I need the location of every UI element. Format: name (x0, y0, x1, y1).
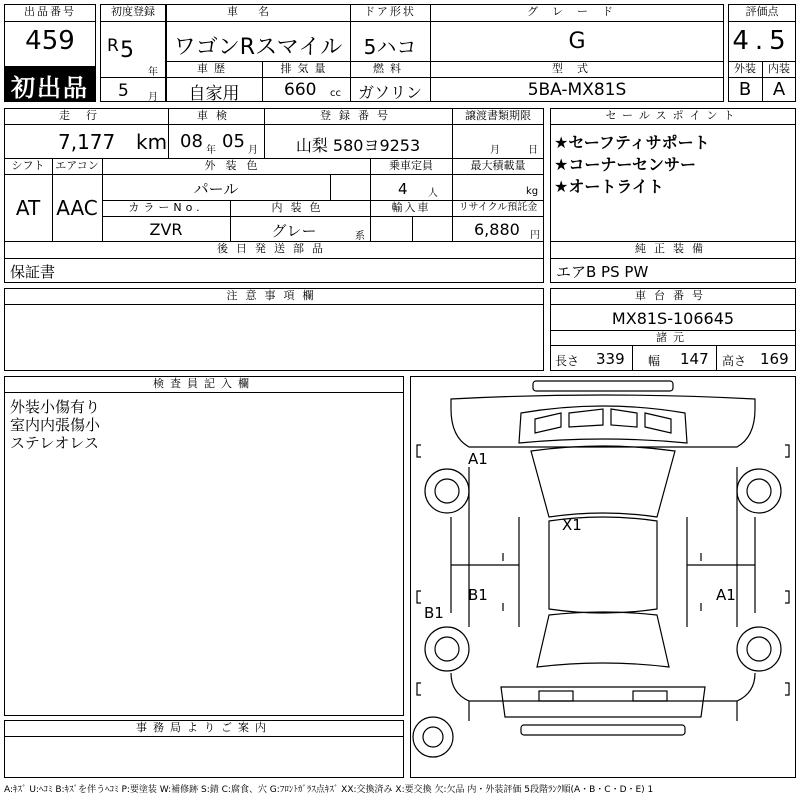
fuel-label: 燃料 (373, 62, 407, 75)
door-label: ドア形状 (364, 5, 416, 18)
damage-mark-x1: X1 (562, 516, 582, 534)
divider (550, 258, 796, 259)
divider (100, 21, 166, 22)
model-label: 型式 (552, 62, 602, 75)
fuel: ガソリン (357, 83, 422, 102)
divider (4, 304, 544, 305)
insp-month-unit: 月 (248, 145, 258, 156)
divider (166, 61, 724, 62)
displacement-label: 排気量 (280, 62, 332, 75)
car-name-label: 車名 (227, 5, 289, 18)
inspector-line-3: ステレオレス (10, 434, 99, 452)
selling-point-3: ★オートライト (554, 177, 664, 196)
chassis-label: 車台番号 (635, 289, 711, 302)
score-label: 評価点 (745, 5, 779, 18)
capacity: 4 (398, 180, 408, 198)
height: 169 (760, 350, 789, 368)
divider (728, 21, 796, 22)
damage-mark-a1-right: A1 (716, 586, 736, 604)
transfer-month-unit: 月 (490, 145, 500, 156)
selling-point-2: ★コーナーセンサー (554, 155, 697, 174)
diagram-box (410, 376, 796, 778)
ac-label: エアコン (55, 159, 99, 172)
year-num: 5 (120, 38, 134, 63)
genuine-label: 純正装備 (635, 242, 711, 255)
reg-number: 山梨 580ヨ9253 (295, 136, 421, 155)
ext-grade: B (738, 79, 752, 100)
month-unit: 月 (148, 92, 158, 103)
color-no-label: カラーNo. (128, 201, 204, 214)
divider (550, 124, 796, 125)
damage-mark-a1-front: A1 (468, 450, 488, 468)
era: R (107, 36, 119, 56)
ext-color: パール (193, 180, 239, 198)
transfer-day-unit: 日 (528, 145, 538, 156)
later-parts-label: 後日発送部品 (217, 242, 331, 255)
ext-label: 外装 (734, 62, 756, 75)
car-diagram (411, 377, 795, 777)
office-label: 事務局よりご案内 (136, 721, 272, 734)
divider (330, 174, 331, 200)
capacity-label: 乗車定員 (389, 159, 433, 172)
selling-points-label: セールスポイント (605, 109, 741, 122)
shift: AT (15, 196, 41, 220)
history: 自家用 (188, 84, 240, 104)
divider (4, 21, 96, 22)
history-label: 車歴 (197, 62, 231, 75)
first-reg-label: 初度登録 (111, 5, 155, 18)
divider (4, 174, 544, 175)
max-load-unit: kg (526, 186, 539, 197)
width-label: 幅 (648, 354, 661, 368)
recycle-unit: 円 (530, 230, 540, 241)
divider (4, 124, 544, 125)
divider (4, 392, 404, 393)
ac: AAC (56, 196, 98, 220)
insp-year: 08 (180, 131, 203, 152)
divider (550, 304, 796, 305)
inspector-line-2: 室内内張傷小 (10, 416, 101, 434)
genuine-equipment: エアB PS PW (556, 263, 649, 281)
inspection-label: 車検 (197, 109, 235, 122)
insp-month: 05 (222, 131, 245, 152)
score: 4.5 (732, 26, 792, 56)
ext-color-label: 外装色 (204, 159, 268, 172)
mileage-label: 走行 (59, 109, 113, 122)
int-color-label: 内装色 (271, 201, 329, 214)
notes-label: 注意事項欄 (226, 289, 322, 302)
int-label: 内装 (768, 62, 790, 75)
year-unit: 年 (148, 67, 158, 78)
int-color-unit: 系 (355, 231, 365, 242)
mileage: 7,177 (58, 130, 116, 154)
legend: A:ｷｽﾞ U:ﾍｺﾐ B:ｷｽﾞを伴うﾍｺﾐ P:要塗装 W:補修跡 S:錆 C:腐食、穴 G:ﾌﾛﾝﾄｶﾞﾗｽ点ｷｽﾞ XX:交換済み X:要交換 欠:欠品 内・外装評価 5段階ﾗﾝｸ順(A・B・C・D・E) 1 (4, 785, 654, 795)
divider (166, 21, 724, 22)
divider (4, 258, 544, 259)
divider (4, 736, 404, 737)
car-name: ワゴンRスマイル (173, 35, 343, 60)
max-load-label: 最大積載量 (470, 159, 526, 172)
mileage-unit: km (136, 130, 168, 154)
divider (412, 216, 413, 241)
divider (166, 77, 724, 78)
int-grade: A (772, 79, 786, 100)
recycle-label: リサイクル預託金 (458, 202, 538, 213)
reg-label: 登録番号 (320, 109, 396, 122)
divider (550, 345, 796, 346)
inspector-line-1: 外装小傷有り (10, 398, 101, 416)
int-color: グレー (271, 222, 317, 240)
displacement: 660 (284, 80, 317, 100)
selling-point-1: ★セーフティサポート (554, 133, 710, 152)
import-label: 輸入車 (391, 201, 431, 214)
divider (716, 345, 717, 371)
shift-label: シフト (11, 159, 45, 172)
displacement-unit: cc (330, 88, 341, 99)
model: 5BA-MX81S (527, 80, 627, 100)
recycle: 6,880 (474, 220, 520, 239)
lot-number: 459 (25, 26, 75, 56)
divider (632, 345, 633, 371)
length-label: 長さ (555, 354, 580, 368)
month-num: 5 (118, 81, 129, 101)
insp-year-unit: 年 (206, 145, 216, 156)
dimensions-label: 諸元 (656, 331, 690, 344)
grade-label: グレード (527, 5, 627, 18)
width: 147 (680, 350, 709, 368)
length: 339 (596, 350, 625, 368)
door: 5ハコ (363, 35, 417, 59)
chassis-number: MX81S-106645 (611, 309, 735, 328)
later-parts: 保証書 (10, 263, 56, 281)
height-label: 高さ (722, 354, 747, 368)
damage-mark-b1-left-rear: B1 (424, 604, 444, 622)
color-no: ZVR (149, 220, 183, 239)
divider (102, 216, 544, 217)
transfer-label: 譲渡書類期限 (465, 109, 531, 122)
first-listing-text: 初出品 (11, 74, 89, 102)
grade: G (568, 29, 586, 54)
damage-mark-b1-left-door: B1 (468, 586, 488, 604)
inspector-label: 検査員記入欄 (153, 377, 255, 390)
lot-label: 出品番号 (24, 5, 76, 18)
capacity-unit: 人 (428, 188, 438, 199)
